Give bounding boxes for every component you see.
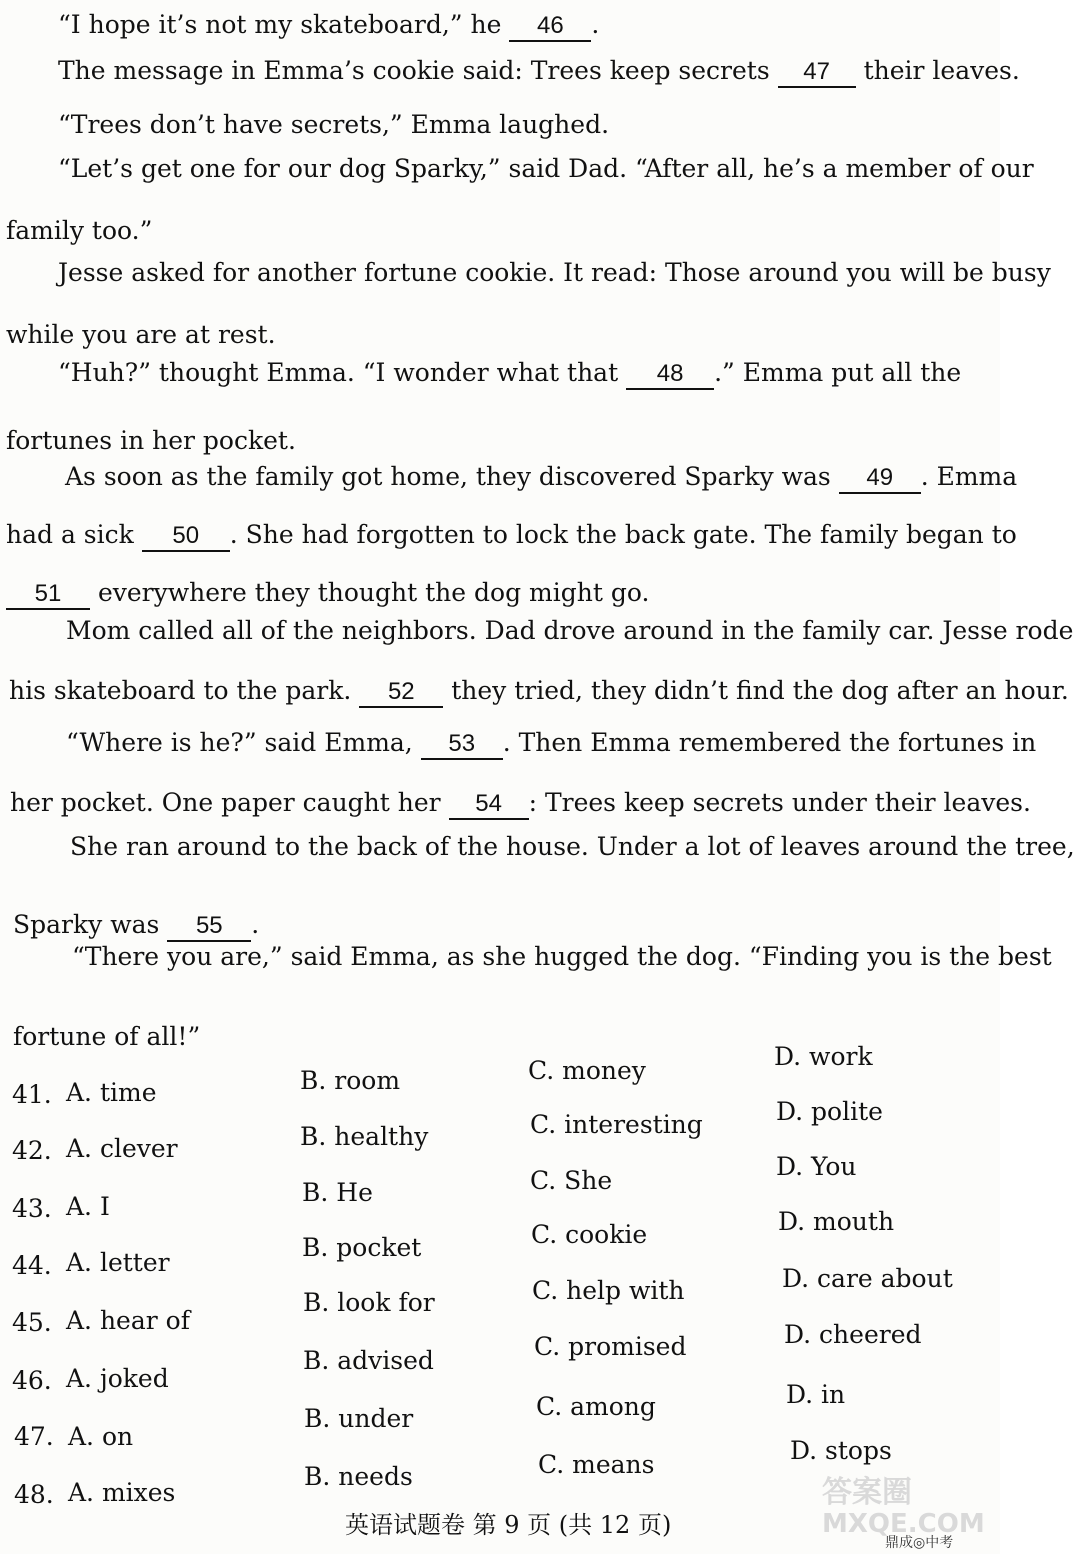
answer-blank: 55 — [167, 914, 251, 942]
option-a: A. time — [66, 1078, 157, 1107]
question-number: 47. — [14, 1422, 54, 1451]
option-b: B. advised — [303, 1346, 434, 1375]
passage-text: Sparky was — [13, 910, 168, 939]
passage-text: their leaves. — [855, 56, 1020, 85]
passage-text: As soon as the family got home, they discovered Sparky was — [65, 462, 839, 491]
option-c: C. cookie — [531, 1220, 648, 1249]
option-a: A. on — [68, 1422, 134, 1451]
watermark-logo-text: 答案圈 — [822, 1475, 912, 1510]
passage-line: She ran around to the back of the house. Under a lot of leaves around the tree, — [70, 832, 1075, 861]
option-a: A. I — [66, 1192, 110, 1221]
option-a: A. mixes — [68, 1478, 176, 1507]
question-number: 42. — [12, 1136, 52, 1165]
passage-text: . — [251, 910, 260, 939]
passage-line: “Trees don’t have secrets,” Emma laughed. — [58, 110, 610, 139]
option-d: D. in — [786, 1380, 846, 1409]
passage-line: while you are at rest. — [6, 320, 276, 349]
passage-text: . — [591, 10, 600, 39]
passage-line — [9, 678, 1069, 708]
option-b: B. pocket — [302, 1233, 422, 1262]
option-b: B. look for — [303, 1288, 435, 1317]
option-d: D. mouth — [778, 1207, 895, 1236]
answer-blank: 49 — [839, 466, 921, 494]
passage-line — [58, 12, 599, 42]
answer-blank: 54 — [449, 792, 529, 820]
watermark-brand: 鼎成◎中考 — [885, 1535, 954, 1551]
option-c: C. She — [530, 1166, 613, 1195]
option-c: C. money — [528, 1056, 646, 1085]
option-d: D. stops — [790, 1436, 892, 1465]
option-d: D. polite — [776, 1097, 883, 1126]
passage-line: Jesse asked for another fortune cookie. It read: Those around you will be busy — [58, 258, 1051, 287]
passage-text: her pocket. One paper caught her — [10, 788, 449, 817]
option-b: B. needs — [304, 1462, 413, 1491]
passage-line: fortunes in her pocket. — [6, 426, 296, 455]
passage-text: . She had forgotten to lock the back gate. The family began to — [229, 520, 1017, 549]
passage-line: family too.” — [6, 216, 153, 245]
passage-text: The message in Emma’s cookie said: Trees keep secrets — [58, 56, 778, 85]
option-d: D. cheered — [784, 1320, 922, 1349]
answer-blank: 47 — [778, 60, 856, 88]
option-c: C. help with — [532, 1276, 685, 1305]
passage-line — [66, 730, 1036, 760]
option-a: A. hear of — [66, 1306, 190, 1335]
passage-line: Mom called all of the neighbors. Dad drove around in the family car. Jesse rode — [66, 616, 1074, 645]
passage-line — [10, 790, 1031, 820]
option-b: B. room — [300, 1066, 401, 1095]
passage-line — [65, 464, 1017, 494]
passage-line — [58, 58, 1020, 88]
passage-line — [13, 912, 259, 942]
passage-text: “I hope it’s not my skateboard,” he — [58, 10, 510, 39]
watermark-site-text: MXQE.COM — [822, 1509, 985, 1539]
passage-text: : Trees keep secrets under their leaves. — [528, 788, 1031, 817]
question-number: 48. — [14, 1480, 54, 1509]
passage-text: they tried, they didn’t find the dog after an hour. — [443, 676, 1069, 705]
passage-line — [6, 580, 649, 610]
answer-blank: 50 — [142, 524, 230, 552]
passage-line: “There you are,” said Emma, as she hugged the dog. “Finding you is the best — [72, 942, 1052, 971]
passage-text: . Then Emma remembered the fortunes in — [502, 728, 1037, 757]
option-c: C. means — [538, 1450, 655, 1479]
passage-text: “Where is he?” said Emma, — [66, 728, 421, 757]
answer-blank: 46 — [509, 14, 591, 42]
option-d: D. work — [774, 1042, 873, 1071]
option-d: D. You — [776, 1152, 857, 1181]
passage-text: his skateboard to the park. — [9, 676, 360, 705]
page-footer: 英语试题卷 第 9 页 (共 12 页) — [345, 1511, 672, 1539]
answer-blank: 52 — [359, 680, 443, 708]
passage-line — [6, 522, 1017, 552]
passage-text: “Huh?” thought Emma. “I wonder what that — [58, 358, 627, 387]
answer-blank: 53 — [421, 732, 503, 760]
answer-blank: 51 — [6, 582, 90, 610]
option-b: B. He — [302, 1178, 373, 1207]
question-number: 41. — [12, 1080, 52, 1109]
question-number: 43. — [12, 1194, 52, 1223]
passage-text: everywhere they thought the dog might go. — [90, 578, 650, 607]
option-c: C. interesting — [530, 1110, 703, 1139]
option-d: D. care about — [782, 1264, 953, 1293]
option-b: B. healthy — [300, 1122, 429, 1151]
option-a: A. letter — [66, 1248, 170, 1277]
question-number: 46. — [12, 1366, 52, 1395]
answer-blank: 48 — [626, 362, 714, 390]
passage-line — [58, 360, 961, 390]
passage-line: “Let’s get one for our dog Sparky,” said Dad. “After all, he’s a member of our — [58, 154, 1034, 183]
passage-text: had a sick — [6, 520, 142, 549]
option-b: B. under — [304, 1404, 414, 1433]
question-number: 45. — [12, 1308, 52, 1337]
passage-text: .” Emma put all the — [714, 358, 962, 387]
option-c: C. among — [536, 1392, 656, 1421]
option-a: A. joked — [66, 1364, 169, 1393]
option-a: A. clever — [66, 1134, 178, 1163]
question-number: 44. — [12, 1251, 52, 1280]
option-c: C. promised — [534, 1332, 687, 1361]
passage-line: fortune of all!” — [13, 1022, 201, 1051]
passage-text: . Emma — [920, 462, 1018, 491]
